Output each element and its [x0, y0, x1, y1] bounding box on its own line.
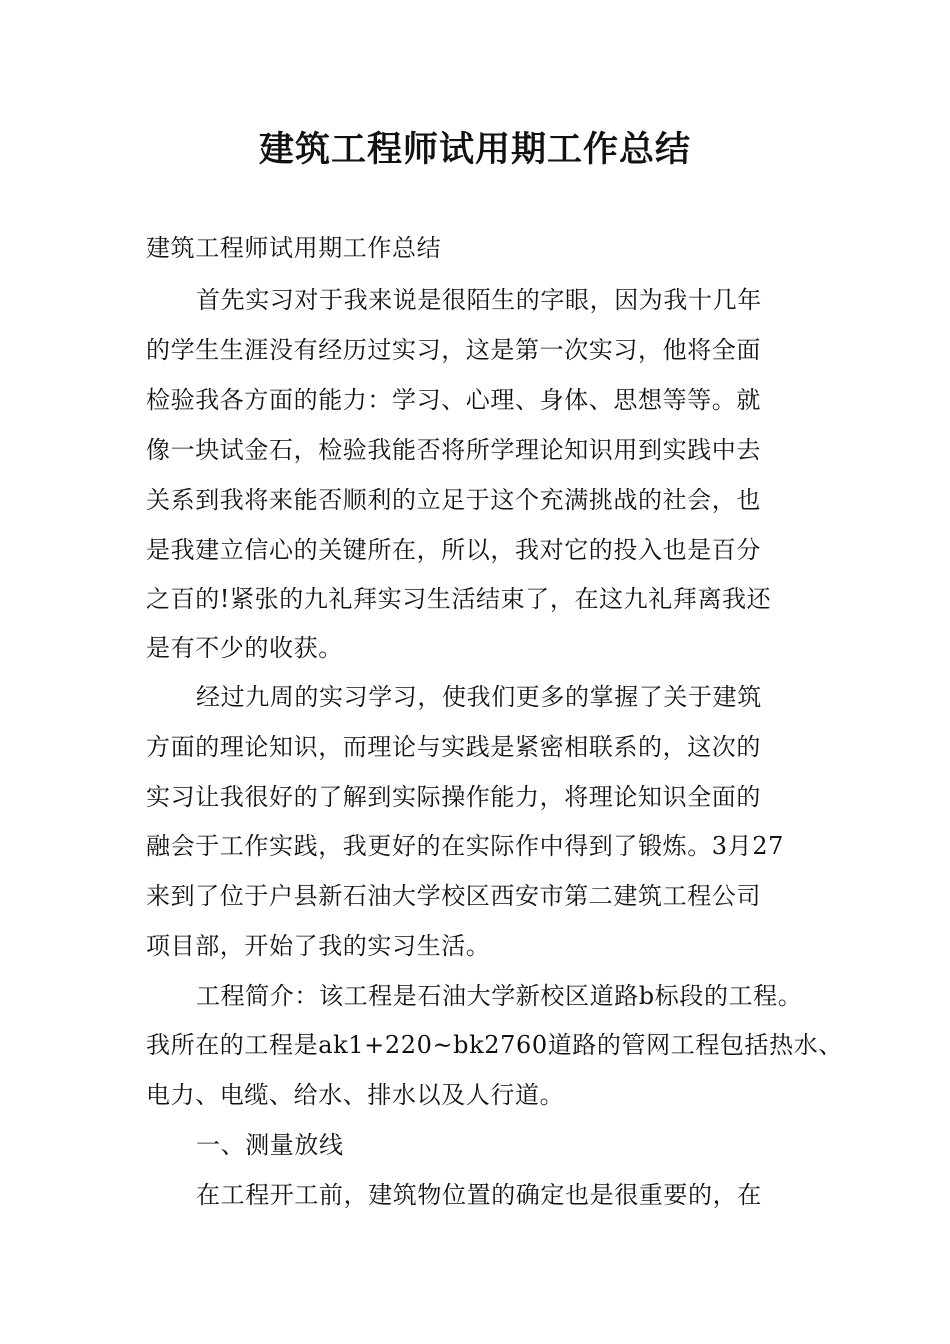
- paragraph-line: 关系到我将来能否顺利的立足于这个充满挑战的社会，也: [146, 486, 761, 514]
- paragraph-line: 检验我各方面的能力：学习、心理、身体、思想等等。就: [146, 386, 761, 414]
- document-title: 建筑工程师试用期工作总结: [258, 129, 691, 170]
- paragraph-line: 在工程开工前，建筑物位置的确定也是很重要的，在: [196, 1181, 762, 1209]
- paragraph-line: 实习让我很好的了解到实际操作能力，将理论知识全面的: [146, 783, 761, 811]
- paragraph-line: 方面的理论知识，而理论与实践是紧密相联系的，这次的: [146, 733, 761, 761]
- section-heading: 一、测量放线: [196, 1131, 344, 1159]
- paragraph-line: 工程简介：该工程是石油大学新校区道路b标段的工程。: [196, 982, 803, 1010]
- paragraph-line: 项目部，开始了我的实习生活。: [146, 932, 491, 960]
- paragraph-line: 是有不少的收获。: [146, 634, 343, 662]
- paragraph-line: 像一块试金石，检验我能否将所学理论知识用到实践中去: [146, 436, 761, 464]
- paragraph-line: 首先实习对于我来说是很陌生的字眼，因为我十几年: [196, 286, 762, 314]
- paragraph-line: 电力、电缆、给水、排水以及人行道。: [146, 1081, 565, 1109]
- paragraph-line: 我所在的工程是ak1+220~bk2760道路的管网工程包括热水、: [146, 1031, 843, 1059]
- paragraph-line: 之百的!紧张的九礼拜实习生活结束了，在这九礼拜离我还: [146, 585, 772, 613]
- paragraph-line: 经过九周的实习学习，使我们更多的掌握了关于建筑: [196, 683, 762, 711]
- paragraph-line: 是我建立信心的关键所在，所以，我对它的投入也是百分: [146, 536, 761, 564]
- paragraph-line: 的学生生涯没有经历过实习，这是第一次实习，他将全面: [146, 336, 761, 364]
- paragraph-line: 融会于工作实践，我更好的在实际作中得到了锻炼。3月27: [146, 832, 785, 860]
- subtitle-line: 建筑工程师试用期工作总结: [146, 234, 442, 262]
- paragraph-line: 来到了位于户县新石油大学校区西安市第二建筑工程公司: [146, 882, 761, 910]
